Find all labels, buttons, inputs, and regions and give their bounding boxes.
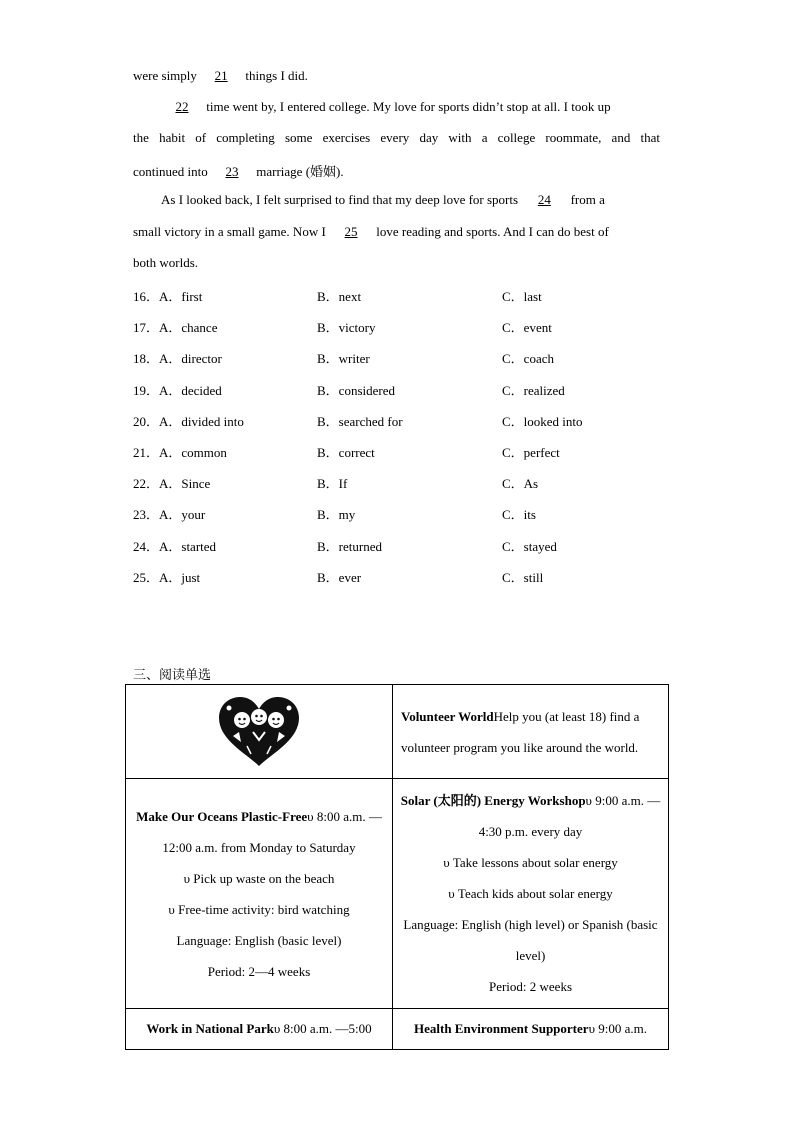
oceans-period: Period: 2—4 weeks xyxy=(207,963,311,979)
oceans-language: Language: English (basic level) xyxy=(176,932,342,948)
text-segment: time went by, I entered college. My love for sports didn’t stop at all. I took up xyxy=(206,99,611,114)
health-ad-cell xyxy=(393,1009,669,1050)
option-b: B．searched for xyxy=(317,414,403,429)
option-a: 25．A．just xyxy=(133,570,201,585)
health-title: Health Environment Supporter xyxy=(414,1021,589,1036)
option-row xyxy=(133,536,673,556)
option-a: 24．A．started xyxy=(133,539,217,554)
oceans-title: Make Our Oceans Plastic-Free xyxy=(136,808,308,824)
option-b: B．ever xyxy=(317,570,362,585)
option-b: B．If xyxy=(317,476,348,491)
option-c: C．last xyxy=(502,289,542,304)
logo-cell xyxy=(126,685,393,779)
text-segment: from a xyxy=(570,192,605,207)
option-row xyxy=(133,286,673,306)
volunteer-world-text: Help you (at least 18) find a volunteer program you like around the world. xyxy=(401,708,640,755)
passage-line-4 xyxy=(133,161,344,180)
solar-item-2: υ Teach kids about solar energy xyxy=(448,886,613,901)
solar-title: Solar (太阳的) Energy Workshop xyxy=(400,793,586,808)
volunteer-world-title: Volunteer World xyxy=(401,708,494,724)
blank-24: 24 xyxy=(537,192,551,207)
option-b: B．correct xyxy=(317,445,375,460)
section-title: 三、阅读单选 xyxy=(133,668,212,683)
park-ad-cell xyxy=(126,1009,393,1050)
option-c: C．As xyxy=(502,476,539,491)
text-segment: As I looked back, I felt surprised to find that my deep love for sports xyxy=(161,192,519,207)
passage-line-7: both worlds. xyxy=(133,255,198,270)
oceans-ad-cell xyxy=(126,779,393,1009)
passage-line-1 xyxy=(133,68,308,84)
text-segment: marriage (婚姻). xyxy=(256,164,344,179)
option-c: C．stayed xyxy=(502,539,557,554)
solar-item-1: υ Take lessons about solar energy xyxy=(443,855,618,870)
text-segment: small victory in a small game. Now I xyxy=(133,224,326,239)
passage-line-3: the habit of completing some exercises every day with a college roommate, and that xyxy=(133,130,660,145)
oceans-time: υ 8:00 a.m. —12:00 a.m. from Monday to Saturday xyxy=(162,808,382,855)
option-row xyxy=(133,411,673,431)
text-segment: continued into xyxy=(133,164,208,179)
option-a: 23．A．your xyxy=(133,507,206,522)
option-a: 17．A．chance xyxy=(133,320,218,335)
oceans-item-2: υ Free-time activity: bird watching xyxy=(168,901,350,917)
option-b: B．next xyxy=(317,289,362,304)
option-a: 18．A．director xyxy=(133,351,222,366)
option-b: B．victory xyxy=(317,320,376,335)
text-segment: love reading and sports. And I can do best of xyxy=(376,224,609,239)
option-b: B．returned xyxy=(317,539,382,554)
option-row xyxy=(133,317,673,337)
passage-line-5 xyxy=(161,192,605,208)
option-c: C．event xyxy=(502,320,552,335)
solar-ad-cell xyxy=(393,779,669,1009)
option-a: 20．A．divided into xyxy=(133,414,244,429)
text-segment: were simply xyxy=(133,68,197,83)
option-c: C．its xyxy=(502,507,536,522)
ads-table xyxy=(125,684,669,1050)
blank-23: 23 xyxy=(225,164,239,179)
option-row xyxy=(133,348,673,368)
option-b: B．writer xyxy=(317,351,370,366)
option-row xyxy=(133,380,673,400)
option-row xyxy=(133,504,673,524)
health-time: υ 9:00 a.m. xyxy=(588,1021,647,1036)
heart-volunteers-icon xyxy=(217,696,301,768)
blank-22: 22 xyxy=(175,99,189,114)
option-b: B．my xyxy=(317,507,356,522)
passage-line-6 xyxy=(133,224,609,240)
option-row xyxy=(133,442,673,462)
option-a: 21．A．common xyxy=(133,445,227,460)
option-row xyxy=(133,473,673,493)
solar-time: υ 9:00 a.m. —4:30 p.m. every day xyxy=(478,793,661,839)
passage-line-2 xyxy=(161,99,611,115)
blank-25: 25 xyxy=(344,224,358,239)
option-c: C．still xyxy=(502,570,544,585)
blank-21: 21 xyxy=(214,68,228,83)
oceans-item-1: υ Pick up waste on the beach xyxy=(183,870,335,886)
text-segment: things I did. xyxy=(245,68,308,83)
option-c: C．perfect xyxy=(502,445,560,460)
option-a: 19．A．decided xyxy=(133,383,222,398)
option-c: C．looked into xyxy=(502,414,583,429)
option-b: B．considered xyxy=(317,383,395,398)
option-a: 22．A．Since xyxy=(133,476,211,491)
solar-period: Period: 2 weeks xyxy=(488,979,573,994)
option-a: 16．A．first xyxy=(133,289,203,304)
park-time: υ 8:00 a.m. —5:00 xyxy=(273,1021,372,1036)
volunteer-world-cell xyxy=(393,685,669,779)
park-title: Work in National Park xyxy=(146,1021,274,1036)
solar-language: Language: English (high level) or Spanish (basic level) xyxy=(403,917,658,963)
option-row xyxy=(133,567,673,587)
option-c: C．realized xyxy=(502,383,565,398)
option-c: C．coach xyxy=(502,351,554,366)
